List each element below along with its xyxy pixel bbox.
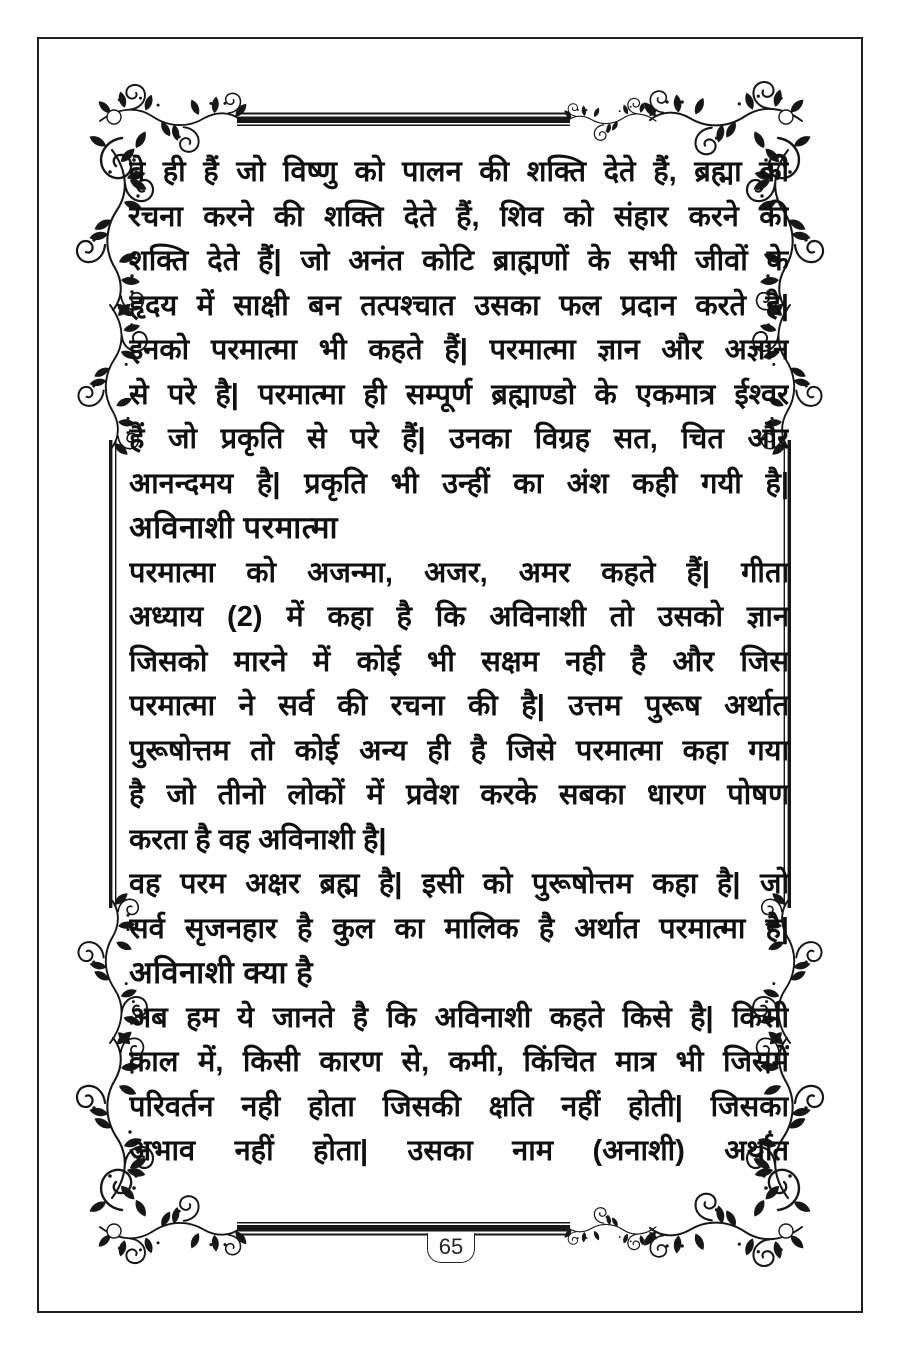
text-line: करता है वह अविनाशी है| bbox=[129, 823, 387, 856]
text-line: से परे है| परमात्मा ही सम्पूर्ण ब्रह्माण्डो के एकमात्र ईश्वर bbox=[129, 378, 789, 411]
text-line: आनन्दमय है| प्रकृति भी उन्हीं का अंश कही गयी है| bbox=[129, 467, 789, 500]
text-line: शक्ति देते हैं| जो अनंत कोटि ब्राह्मणों के सभी जीवों के bbox=[129, 245, 789, 277]
text-line: अब हम ये जानते है कि अविनाशी कहते किसे है| किसी bbox=[129, 1001, 789, 1034]
text-line: काल में, किसी कारण से, कमी, किंचित मात्र भी जिसमें bbox=[129, 1046, 789, 1078]
section-heading: अविनाशी परमात्मा bbox=[129, 510, 339, 545]
page-number-tab bbox=[427, 1233, 475, 1263]
text-line: परिवर्तन नही होता जिसकी क्षति नहीं होती| जिसका bbox=[129, 1090, 789, 1123]
text-line: जिसको मारने में कोई भी सक्षम नही है और जिस bbox=[129, 645, 789, 678]
text-line: परमात्मा को अजन्मा, अजर, अमर कहते हैं| गीता bbox=[129, 556, 789, 589]
text-line: रचना करने की शक्ति देते हैं, शिव को संहार करने की bbox=[129, 200, 789, 233]
text-line: इनको परमात्मा भी कहते हैं| परमात्मा ज्ञान और अज्ञान bbox=[129, 334, 789, 366]
text-line: अभाव नहीं होता| उसका नाम (अनाशी) अर्थात bbox=[129, 1135, 789, 1167]
text-line: है जो तीनो लोकों में प्रवेश करके सबका धारण पोषण bbox=[129, 779, 789, 811]
text-line: पुरूषोत्तम तो कोई अन्य ही है जिसे परमात्मा कहा गया bbox=[129, 734, 789, 767]
text-line: परमात्मा ने सर्व की रचना की है| उत्तम पुरूष अर्थात bbox=[129, 690, 789, 722]
text-line: वे ही हैं जो विष्णु को पालन की शक्ति देते हैं, ब्रह्मा को bbox=[129, 156, 789, 188]
text-line: अध्याय (2) में कहा है कि अविनाशी तो उसको ज्ञान bbox=[129, 601, 789, 633]
page-text-block bbox=[129, 150, 789, 1174]
page-number: 65 bbox=[438, 1234, 464, 1259]
text-line: सर्व सृजनहार है कुल का मालिक है अर्थात परमात्मा है| bbox=[129, 912, 789, 945]
section-heading: अविनाशी क्या है bbox=[129, 955, 314, 990]
text-line: हैं जो प्रकृति से परे हैं| उनका विग्रह सत, चित और bbox=[129, 423, 789, 455]
text-line: वह परम अक्षर ब्रह्म है| इसी को पुरूषोत्तम कहा है| जो bbox=[129, 868, 789, 900]
text-line: हृदय में साक्षी बन तत्पश्चात उसका फल प्रदान करते है| bbox=[129, 289, 789, 322]
